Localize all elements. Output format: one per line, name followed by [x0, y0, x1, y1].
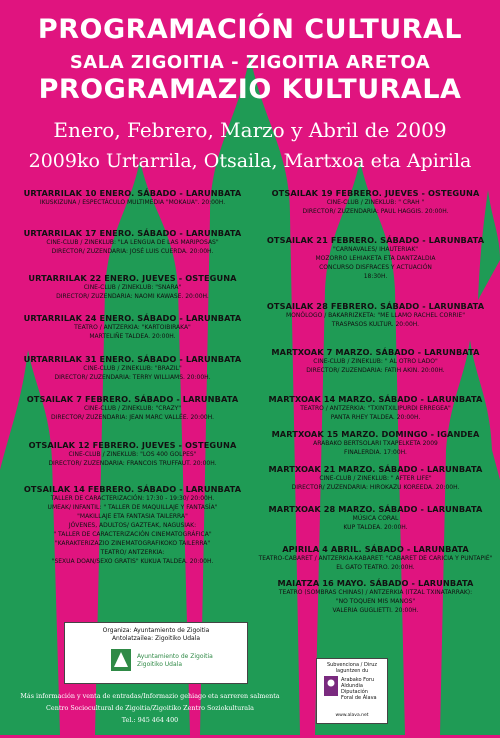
event-block: [258, 464, 493, 492]
event-detail-line: ARABAKO BERTSOLARI TXAPELKETA 2009: [313, 440, 438, 447]
event-date-heading: OTSAILAK 21 FEBRERO. SÁBADO - LARUNBATA: [266, 235, 485, 245]
footer-line1: Más información y venta de entradas/Informazio gehiago eta sarreren salmenta: [20, 692, 280, 700]
event-detail-line: DIRECTOR/ ZUZENDARIA: NAOMI KAWASE. 20:00H.: [56, 293, 209, 300]
event-block: [258, 394, 493, 422]
event-block: [258, 504, 493, 532]
sponsor-label: Subvenciona / Diruz laguntzen du: [326, 662, 378, 674]
event-date-heading: OTSAILAK 28 FEBRERO. SÁBADO - LARUNBATA: [266, 301, 485, 311]
dates-spanish: Enero, Febrero, Marzo y Abril de 2009: [53, 118, 447, 142]
event-detail-line: CINE-CLUB / ZINEKLUB: "BRAZIL": [83, 365, 182, 372]
event-block: [258, 578, 493, 615]
event-detail-line: "MAKILLAJE ETA FANTASIA TAILERRA": [77, 513, 188, 520]
event-date-heading: URTARRILAK 31 ENERO. SÁBADO - LARUNBATA: [23, 354, 242, 364]
event-detail-line: " TALLER DE CARACTERIZACIÓN CINEMATOGRÁFICA": [53, 531, 212, 538]
event-block: [258, 429, 493, 457]
event-detail-line: TEATRO / ANTZERKIA: "KARTOIBIRAKA": [74, 324, 191, 331]
title-programazio-kulturala: PROGRAMAZIO KULTURALA: [38, 74, 462, 105]
event-detail-line: CINE-CLUB / ZINEKLUB: "SNARA": [83, 284, 182, 291]
event-date-heading: MARTXOAK 7 MARZO. SÁBADO - LARUNBATA: [271, 347, 480, 357]
event-detail-line: CINE-CLUB / ZINEKLUB: "LOS 400 GOLPES": [68, 451, 197, 458]
event-detail-line: CINE-CLUB / ZINEKLUB: " AFTER LIFE": [319, 475, 432, 482]
event-detail-line: DIRECTOR/ ZUZENDARIA: HIROKAZU KOREEDA. 20:00H.: [291, 484, 460, 491]
organiser-box: [64, 622, 248, 684]
event-detail-line: CONCURSO DISFRACES Y ACTUACIÓN: [319, 264, 432, 271]
event-block: [10, 273, 255, 301]
event-detail-line: DIRECTOR/ ZUZENDARIA: JEAN MARC VALLÉE. 20:00H.: [50, 414, 215, 421]
event-detail-line: FINALERDIA. 17:00H.: [344, 449, 407, 456]
dates-basque: 2009ko Urtarrila, Otsaila, Martxoa eta Apirila: [28, 150, 472, 172]
event-date-heading: URTARRILAK 17 ENERO. SÁBADO - LARUNBATA: [23, 228, 242, 238]
sponsor-box: [316, 658, 388, 724]
title-programacion-cultural: PROGRAMACIÓN CULTURAL: [37, 14, 463, 45]
event-block: [10, 394, 255, 422]
event-detail-line: UMEAK/ INFANTIL: " TALLER DE MAQUILLAJE Y FANTASÍA": [47, 504, 218, 511]
event-block: [258, 188, 493, 216]
event-block: [10, 440, 255, 468]
event-date-heading: URTARRILAK 24 ENERO. SÁBADO - LARUNBATA: [23, 313, 242, 323]
organiser-line2: Antolatzailea: Zigoitiko Udala: [111, 635, 201, 642]
event-date-heading: MARTXOAK 21 MARZO. SÁBADO - LARUNBATA: [268, 464, 483, 474]
event-date-heading: MARTXOAK 28 MARZO. SÁBADO - LARUNBATA: [268, 504, 483, 514]
event-detail-line: TEATRO/ ANTZERKIA:: [100, 549, 165, 556]
sponsor-logo-line4: Foral de Álava: [341, 695, 377, 701]
event-detail-line: TEATRO / ANTZERKIA: "TXINTXILIPURDI ERREGEA": [300, 405, 451, 412]
organiser-line1: Organiza: Ayuntamiento de Zigoitia: [102, 627, 210, 634]
event-detail-line: IKUSKIZUNA / ESPECTÁCULO MULTIMEDIA "MOKAUA". 20:00H.: [39, 199, 226, 206]
event-block: [258, 347, 493, 375]
event-detail-line: PANTA RHEY TALDEA. 20:00H.: [330, 414, 421, 421]
footer-line2: Centro Sociocultural de Zigoitia/Zigoitiko Zentro Soziokulturala: [46, 704, 254, 712]
event-detail-line: "SEXUA DOAN/SEXO GRATIS" KUKUA TALDEA. 20:00H.: [51, 558, 214, 565]
event-block: [10, 484, 255, 566]
zigoitia-logo: [109, 647, 213, 675]
event-block: [258, 544, 493, 572]
event-date-heading: MARTXOAK 15 MARZO. DOMINGO - IGANDEA: [271, 429, 480, 439]
event-detail-line: "NO TOQUEN MIS MANOS": [335, 598, 416, 605]
event-detail-line: JÓVENES, ADULTOS/ GAZTEAK, NAGUSIAK:: [68, 522, 197, 529]
event-detail-line: MOZORRO LEHIAKETA ETA DANTZALDIA: [315, 255, 436, 262]
event-block: [10, 188, 255, 207]
logo-text-1: Ayuntamiento de Zigoitia: [137, 653, 213, 660]
event-date-heading: MARTXOAK 14 MARZO. SÁBADO - LARUNBATA: [268, 394, 483, 404]
event-date-heading: OTSAILAK 19 FEBRERO. JUEVES - OSTEGUNA: [271, 188, 480, 198]
event-detail-line: TRASPASOS KULTUR. 20:00H.: [331, 321, 420, 328]
diputacion-emblem-icon: [323, 675, 339, 697]
event-block: [258, 301, 493, 329]
event-date-heading: OTSAILAK 7 FEBRERO. SÁBADO - LARUNBATA: [26, 394, 239, 404]
event-date-heading: MAIATZA 16 MAYO. SÁBADO - LARUNBATA: [277, 578, 474, 588]
event-detail-line: MONÓLOGO / BAKARRIZKETA: "ME LLAMO RACHEL CORRIE": [285, 312, 465, 319]
event-detail-line: TEATRO-CABARET / ANTZERKIA-KABARET: "CABARET DE CARICIA Y PUNTAPIÉ": [258, 555, 493, 562]
sponsor-logo-line2: Aldundia: [341, 683, 363, 689]
event-detail-line: KUP TALDEA. 20:00H.: [343, 524, 408, 531]
zigoitia-emblem-icon: [109, 647, 133, 673]
event-detail-line: EL GATO TEATRO. 20:00H.: [336, 564, 415, 571]
event-detail-line: CINE-CLUB / ZINEKLUB: "LA LENGUA DE LAS MARIPOSAS": [46, 239, 219, 246]
event-detail-line: TALLER DE CARACTERIZACIÓN: 17:30 - 19:30/ 20:00H.: [50, 495, 215, 502]
title-sala-zigoitia: SALA ZIGOITIA - ZIGOITIA ARETOA: [69, 52, 431, 73]
event-detail-line: MÚSICA CORAL: [352, 515, 399, 522]
event-block: [258, 235, 493, 281]
event-detail-line: DIRECTOR/ ZUZENDARIA: FATIH AKIN. 20:00H.: [306, 367, 445, 374]
event-block: [10, 313, 255, 341]
event-detail-line: "CARNAVALES/ IHAUTERIAK": [332, 246, 419, 253]
event-detail-line: CINE-CLUB / ZINEKLUB: " AL OTRO LADO": [313, 358, 438, 365]
logo-text-2: Zigoitiko Udala: [137, 661, 183, 668]
event-date-heading: URTARRILAK 10 ENERO. SÁBADO - LARUNBATA: [23, 188, 242, 198]
sponsor-logo-text: [341, 677, 377, 701]
event-detail-line: MARTELIÑE TALDEA. 20:00H.: [89, 333, 176, 340]
event-detail-line: DIRECTOR/ ZUZENDARIA: FRANCOIS TRUFFAUT. 20:00H.: [48, 460, 217, 467]
sponsor-logo-line3: Diputación: [341, 689, 368, 695]
event-detail-line: CINE-CLUB / ZINEKLUB: " CRAH ": [326, 199, 425, 206]
event-date-heading: OTSAILAK 12 FEBRERO. JUEVES - OSTEGUNA: [28, 440, 237, 450]
event-date-heading: URTARRILAK 22 ENERO. JUEVES - OSTEGUNA: [28, 273, 237, 283]
event-detail-line: "KARAKTERIZAZIO ZINEMATOGRAFIKOKO TAILERRA": [54, 540, 211, 547]
event-block: [10, 228, 255, 256]
sponsor-url[interactable]: www.alava.net: [335, 713, 369, 718]
event-detail-line: 18:30H.: [363, 273, 388, 280]
event-detail-line: DIRECTOR/ ZUZENDARIA: TERRY WILLIAMS. 20:00H.: [54, 374, 211, 381]
event-block: [10, 354, 255, 382]
sponsor-logo-line1: Arabako Foru: [341, 677, 375, 683]
event-detail-line: CINE-CLUB / ZINEKLUB: "CRAZY": [83, 405, 182, 412]
event-date-heading: APIRILA 4 ABRIL. SÁBADO - LARUNBATA: [282, 544, 469, 554]
event-date-heading: OTSAILAK 14 FEBRERO. SÁBADO - LARUNBATA: [23, 484, 242, 494]
event-detail-line: TEATRO (SOMBRAS CHINAS) / ANTZERKIA (ITZAL TXINATARRAK):: [278, 589, 473, 596]
event-detail-line: DIRECTOR/ ZUZENDARIA: PAUL HAGGIS. 20:00H.: [302, 208, 449, 215]
footer-line3: Tel.: 945 464 400: [121, 716, 179, 724]
event-detail-line: VALERIA GUGLIETTI. 20:00H.: [332, 607, 419, 614]
event-detail-line: DIRECTOR/ ZUZENDARIA: JOSÉ LUIS CUERDA. 20:00H.: [51, 248, 214, 255]
